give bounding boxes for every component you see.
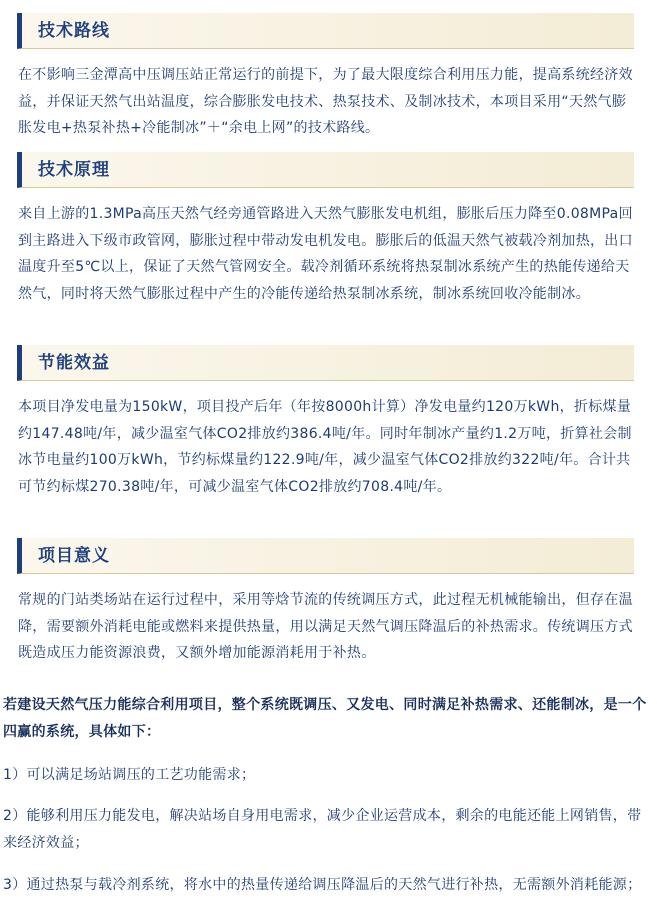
section-title: 技术路线: [38, 21, 110, 41]
section-title: 项目意义: [38, 546, 110, 566]
section-header-tech-principle: [17, 152, 634, 188]
section-body-significance: 常规的门站类场站在运行过程中，采用等焓节流的传统调压方式，此过程无机械能输出，但存在温降，需要额外消耗电能或燃料来提供热量，用以满足天然气调压降温后的补热需求。传统调压方式既造成压力能资源浪费，又额外增加能源消耗用于补热。: [18, 592, 633, 661]
list-item: 3）通过热泵与载冷剂系统，将水中的热量传递给调压降温后的天然气进行补热，无需额外消耗能源；: [3, 877, 642, 893]
section-header-tech-route: [17, 13, 634, 49]
summary-paragraph: 若建设天然气压力能综合利用项目，整个系统既调压、又发电、同时满足补热需求、还能制冰，是一个四赢的系统，具体如下：: [3, 697, 647, 740]
section-body-tech-principle: 来自上游的1.3MPa高压天然气经旁通管路进入天然气膨胀发电机组，膨胀后压力降至0.08MPa回到主路进入下级市政管网，膨胀过程中带动发电机发电。膨胀后的低温天然气被载冷剂加热，出口温度升至5℃以上，保证了天然气管网安全。载冷剂循环系统将热泵制冰系统产生的热能传递给天然气，同时将天然气膨胀过程中产生的冷能传递给热泵制冰系统，制冰系统回收冷能制冰。: [18, 206, 633, 302]
section-title: 技术原理: [38, 160, 110, 180]
section-header-energy-saving: [17, 345, 634, 381]
section-body-tech-route: 在不影响三金潭高中压调压站正常运行的前提下，为了最大限度综合利用压力能，提高系统经济效益，并保证天然气出站温度，综合膨胀发电技术、热泵技术、及制冰技术，本项目采用“天然气膨胀发电+热泵补热+冷能制冰”＋“余电上网”的技术路线。: [18, 67, 633, 136]
section-body-energy-saving: 本项目净发电量为150kW，项目投产后年（年按8000h计算）净发电量约120万kWh，折标煤量约147.48吨/年，减少温室气体CO2排放约386.4吨/年。同时年制冰产量约1.2万吨，折算社会制冰节电量约100万kWh，节约标煤量约122.9吨/年，减少温室气体CO2排放约322吨/年。合计共可节约标煤270.38吨/年，可减少温室气体CO2排放约708.4吨/年。: [18, 399, 632, 495]
list-item: 2）能够利用压力能发电，解决站场自身用电需求，减少企业运营成本，剩余的电能还能上网销售，带来经济效益；: [3, 808, 642, 851]
list-item: 1）可以满足场站调压的工艺功能需求；: [3, 767, 256, 783]
section-title: 节能效益: [38, 353, 110, 373]
section-header-significance: [17, 538, 634, 574]
